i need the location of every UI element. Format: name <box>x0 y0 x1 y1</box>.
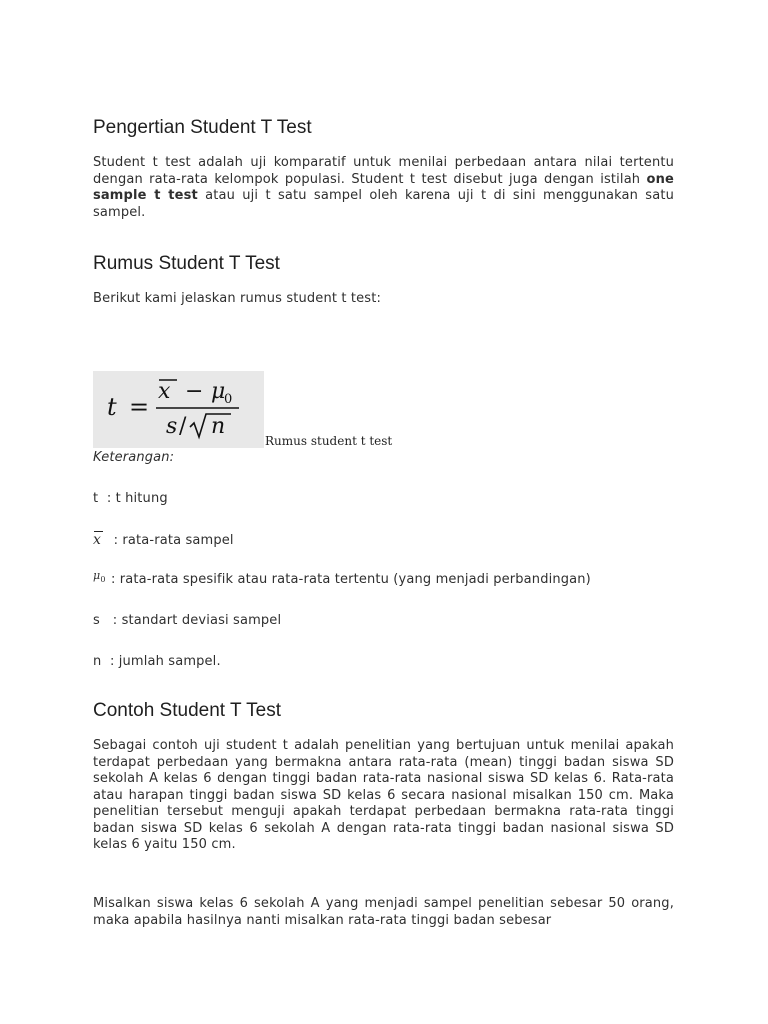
keterangan-text-t: : t hitung <box>98 491 168 506</box>
t-test-formula <box>93 371 264 448</box>
keterangan-text-s: : standart deviasi sampel <box>99 613 282 628</box>
formula-minus: − <box>185 379 204 404</box>
keterangan-item-xbar <box>93 532 234 548</box>
formula-mu-sub: 0 <box>224 392 233 407</box>
paragraph-contoh-1: Sebagai contoh uji student t adalah penelitian yang bertujuan untuk menilai apakah terdapat perbedaan yang bermakna antara rata-rata (mean) tinggi badan siswa SD sekolah A kelas 6 dengan tinggi badan rata-rata nasional siswa SD kelas 6. Rata-rata atau harapan tinggi badan siswa SD kelas 6 secara nasional misalkan 150 cm. Maka penelitian tersebut menguji apakah terdapat perbedaan bermakna rata-rata tinggi badan siswa SD kelas 6 sekolah A dengan rata-rata tinggi badan nasional siswa SD kelas 6 yaitu 150 cm. <box>93 738 674 852</box>
symbol-mu0 <box>93 569 111 584</box>
keterangan-item-n <box>93 654 221 669</box>
keterangan-text-n: : jumlah sampel. <box>101 654 221 669</box>
keterangan-item-t <box>93 491 168 506</box>
heading-contoh: Contoh Student T Test <box>93 700 282 721</box>
formula-s: s <box>166 414 178 439</box>
rumus-intro: Berikut kami jelaskan rumus student t test: <box>93 291 381 306</box>
symbol-mu-sub: 0 <box>100 575 106 585</box>
paragraph-contoh-2: Misalkan siswa kelas 6 sekolah A yang menjadi sampel penelitian sebesar 50 orang, maka apabila hasilnya nanti misalkan rata-rata tinggi badan sebesar <box>93 896 674 928</box>
formula-mu: μ <box>211 379 226 404</box>
formula-equals: = <box>129 393 150 421</box>
formula-xbar: x <box>158 379 171 404</box>
symbol-s: s <box>93 613 100 628</box>
formula-slash: / <box>179 414 187 439</box>
paragraph-pengertian <box>93 155 674 221</box>
heading-rumus: Rumus Student T Test <box>93 253 280 274</box>
paragraph-pengertian-text-1: Student t test adalah uji komparatif untuk menilai perbedaan antara nilai tertentu dengan rata-rata kelompok populasi. Student t test disebut juga dengan istilah <box>93 155 674 187</box>
symbol-n: n <box>93 654 102 669</box>
formula-caption: Rumus student t test <box>265 434 393 448</box>
keterangan-text-xbar: : rata-rata sampel <box>113 533 234 548</box>
formula-n: n <box>211 414 226 439</box>
symbol-xbar-letter: x <box>93 532 102 548</box>
symbol-mu: μ <box>93 569 101 582</box>
keterangan-label: Keterangan: <box>93 450 175 465</box>
heading-pengertian: Pengertian Student T Test <box>93 117 312 138</box>
keterangan-item-mu <box>93 569 591 588</box>
formula-image <box>93 371 264 448</box>
symbol-xbar <box>93 532 105 548</box>
keterangan-text-mu: : rata-rata spesifik atau rata-rata tertentu (yang menjadi perbandingan) <box>111 572 591 587</box>
paragraph-pengertian-text-2: atau uji t satu sampel oleh karena uji t di sini menggunakan satu sampel. <box>93 188 674 220</box>
symbol-t: t <box>93 491 99 506</box>
keterangan-item-s <box>93 613 281 628</box>
formula-lhs: t <box>107 393 117 421</box>
paragraph-pengertian-bold: one sample t test <box>93 171 674 203</box>
